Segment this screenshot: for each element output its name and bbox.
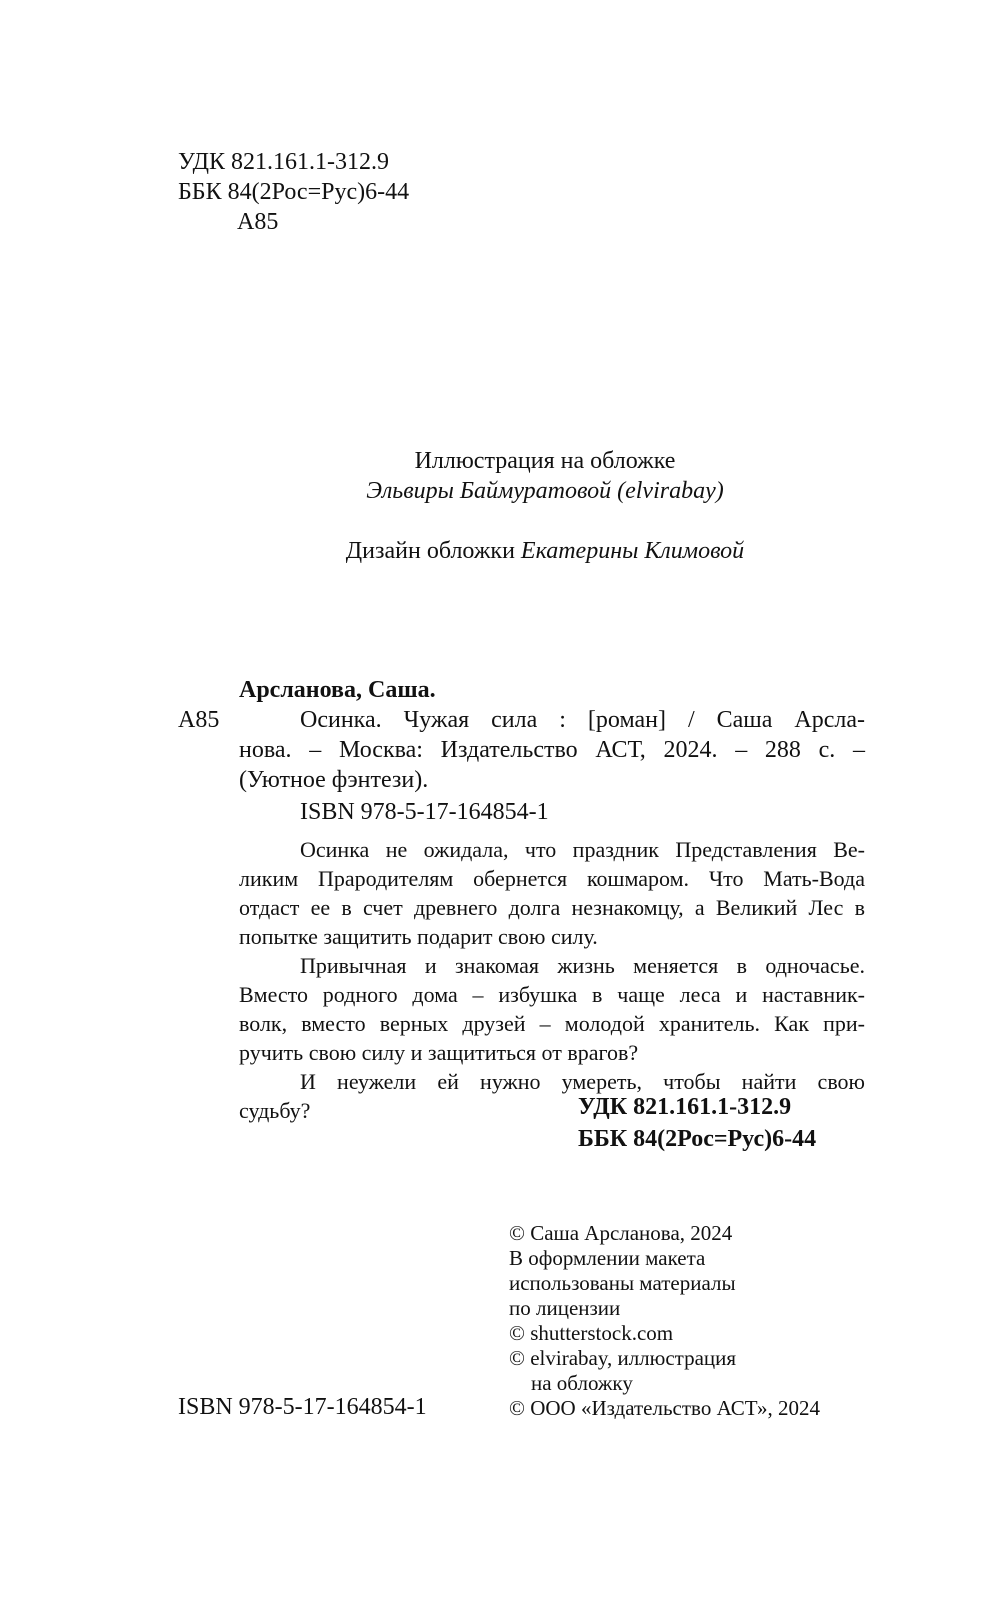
udk-record: УДК 821.161.1-312.9 <box>578 1094 792 1120</box>
annotation-line: попытке защитить подарит свою силу. <box>239 924 598 949</box>
annotation-line: И неужели ей нужно умереть, чтобы найти свою <box>300 1069 865 1094</box>
bib-line: нова. – Москва: Издательство АСТ, 2024. – 288 с. – <box>239 737 865 763</box>
design-credit <box>200 536 890 566</box>
annotation-line: ликим Прародителям обернется кошмаром. Что Мать-Вода <box>239 866 865 891</box>
illustrator-name: Эльвиры Баймуратовой (elvirabay) <box>366 478 724 504</box>
udk-header: УДК 821.161.1-312.9 <box>178 149 389 175</box>
isbn-footer: ISBN 978-5-17-164854-1 <box>178 1394 427 1420</box>
illustration-credit-label: Иллюстрация на обложке <box>414 448 676 474</box>
copyright-line: на обложку <box>531 1371 633 1395</box>
copyright-line: © Саша Арсланова, 2024 <box>509 1221 733 1245</box>
annotation <box>239 836 865 1126</box>
copyright-line: использованы материалы <box>509 1271 736 1295</box>
author-mark-header: А85 <box>237 209 279 235</box>
isbn-record: ISBN 978-5-17-164854-1 <box>300 799 549 825</box>
annotation-line: отдаст ее в счет древнего долга незнакомцу, а Великий Лес в <box>239 895 865 920</box>
annotation-line: судьбу? <box>239 1098 311 1123</box>
bib-line: (Уютное фэнтези). <box>239 767 429 793</box>
bib-line: Осинка. Чужая сила : [роман] / Саша Арсла- <box>300 707 865 733</box>
copyright-block <box>509 1221 889 1421</box>
author-heading: Арсланова, Саша. <box>239 677 436 703</box>
annotation-line: волк, вместо верных друзей – молодой хранитель. Как при- <box>239 1011 865 1036</box>
copyright-line: В оформлении макета <box>509 1246 706 1270</box>
annotation-line: ручить свою силу и защититься от врагов? <box>239 1040 639 1065</box>
copyright-line: © elvirabay, иллюстрация <box>509 1346 737 1370</box>
copyright-line: © shutterstock.com <box>509 1321 674 1345</box>
annotation-line: Вместо родного дома – избушка в чаще леса и наставник- <box>239 982 865 1007</box>
bbk-header: ББК 84(2Рос=Рус)6-44 <box>178 179 410 205</box>
annotation-line: Привычная и знакомая жизнь меняется в одночасье. <box>300 953 865 978</box>
design-credit-label: Дизайн обложки <box>345 538 515 564</box>
annotation-line: Осинка не ожидала, что праздник Представления Ве- <box>300 837 865 862</box>
copyright-line: © ООО «Издательство АСТ», 2024 <box>509 1396 820 1420</box>
bbk-record: ББК 84(2Рос=Рус)6-44 <box>578 1126 817 1152</box>
copyright-line: по лицензии <box>509 1296 621 1320</box>
author-mark-record: А85 <box>178 707 220 733</box>
designer-name: Екатерины Климовой <box>520 538 745 564</box>
